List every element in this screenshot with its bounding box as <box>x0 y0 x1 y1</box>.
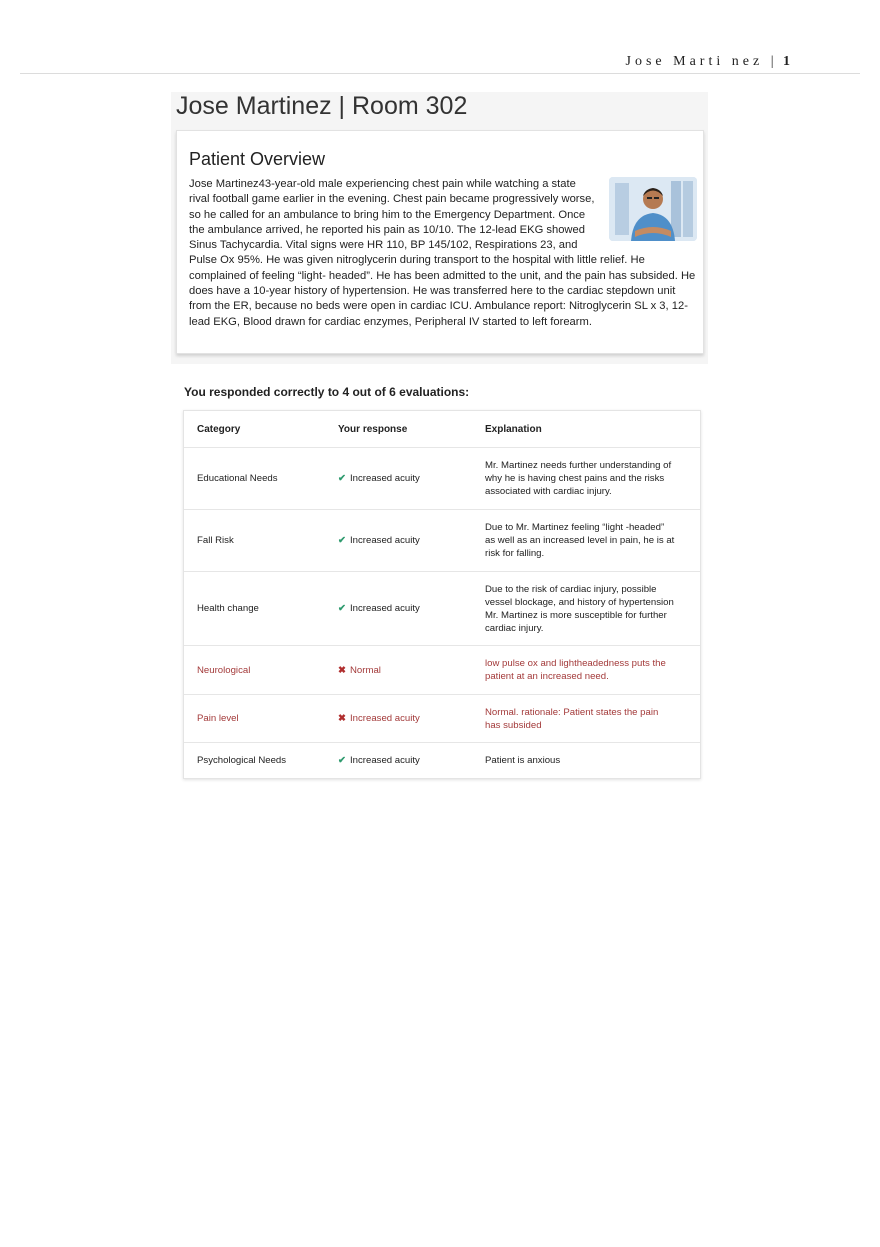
table-row <box>184 447 700 509</box>
evaluation-table <box>183 410 701 779</box>
overview-heading: Patient Overview <box>189 149 326 169</box>
row-response <box>338 664 485 677</box>
row-explanation: low pulse ox and lightheadedness puts the patient at an increased need. <box>485 658 666 682</box>
row-response-text: Increased acuity <box>350 755 420 766</box>
check-icon: ✔ <box>338 473 347 484</box>
header-category: Category <box>197 423 241 435</box>
row-response-text: Normal <box>350 664 381 676</box>
check-icon: ✔ <box>338 603 347 614</box>
row-response-text: Increased acuity <box>350 535 420 546</box>
row-response <box>338 472 485 485</box>
row-response-text: Increased acuity <box>350 473 420 484</box>
overview-body <box>189 177 697 330</box>
row-response <box>338 534 485 547</box>
check-icon: ✔ <box>338 535 347 546</box>
row-response-text: Increased acuity <box>350 603 420 614</box>
overview-text: Jose Martinez43-year-old male experiencing chest pain while watching a state rival football game earlier in the evening. Chest pain became progressively worse, so he called for an ambulance to bring him to the Emergency Department. Once the ambulance arrived, he reported his pain as 10/10. The 12-lead EKG showed Sinus Tachycardia. Vital signs were HR 110, BP 145/102, Respirations 23, and Pulse Ox 95%. He was given nitroglycerin during transport to the hospital with little relief. He complained of feeling “light- headed”. He has been admitted to the unit, and the pain has subsided. He does have a 10-year history of hypertension. He was transferred here to the cardiac stepdown unit from the ER, because no beds were open in cardiac ICU. Ambulance report: Nitroglycerin SL x 3, 12-lead EKG, Blood drawn for cardiac enzymes, Peripheral IV started to left forearm. <box>189 178 696 328</box>
table-header-row <box>184 411 700 447</box>
table-row <box>184 645 700 694</box>
row-explanation: Mr. Martinez needs further understanding of why he is having chest pains and the risks associated with cardiac injury. <box>485 460 672 497</box>
row-category: Fall Risk <box>197 535 234 546</box>
header-author: Jose Marti nez <box>625 54 764 69</box>
cross-icon: ✖ <box>338 664 347 676</box>
header-rule <box>20 73 860 74</box>
table-row <box>184 571 700 645</box>
score-summary: You responded correctly to 4 out of 6 evaluations: <box>184 385 470 399</box>
row-explanation: Normal. rationale: Patient states the pain has subsided <box>485 706 659 731</box>
row-category: Educational Needs <box>197 473 278 484</box>
cross-icon: ✖ <box>338 713 347 724</box>
header-page-number: 1 <box>783 54 790 69</box>
table-row <box>184 742 700 778</box>
row-category: Neurological <box>197 664 251 676</box>
table-row <box>184 509 700 571</box>
row-category: Psychological Needs <box>197 755 287 766</box>
row-response-text: Increased acuity <box>350 713 420 724</box>
overview-card <box>176 130 704 354</box>
header-response: Your response <box>338 423 408 435</box>
check-icon: ✔ <box>338 755 347 766</box>
patient-screenshot <box>171 92 708 364</box>
header-explanation: Explanation <box>485 423 542 435</box>
row-category: Health change <box>197 603 259 614</box>
row-category: Pain level <box>197 713 239 724</box>
header-separator: | <box>770 54 776 69</box>
room-title: Jose Martinez | Room 302 <box>176 92 468 120</box>
row-explanation: Patient is anxious <box>485 755 561 766</box>
row-explanation: Due to the risk of cardiac injury, possible vessel blockage, and history of hypertension Mr. Martinez is more susceptible for further cardiac injury. <box>485 583 674 634</box>
row-explanation: Due to Mr. Martinez feeling “light -headed” as well as an increased level in pain, he is at risk for falling. <box>485 522 675 559</box>
row-response <box>338 602 485 615</box>
table-row <box>184 694 700 742</box>
row-response <box>338 712 485 725</box>
patient-photo <box>609 177 697 241</box>
row-response <box>338 754 485 767</box>
running-header <box>626 54 790 70</box>
